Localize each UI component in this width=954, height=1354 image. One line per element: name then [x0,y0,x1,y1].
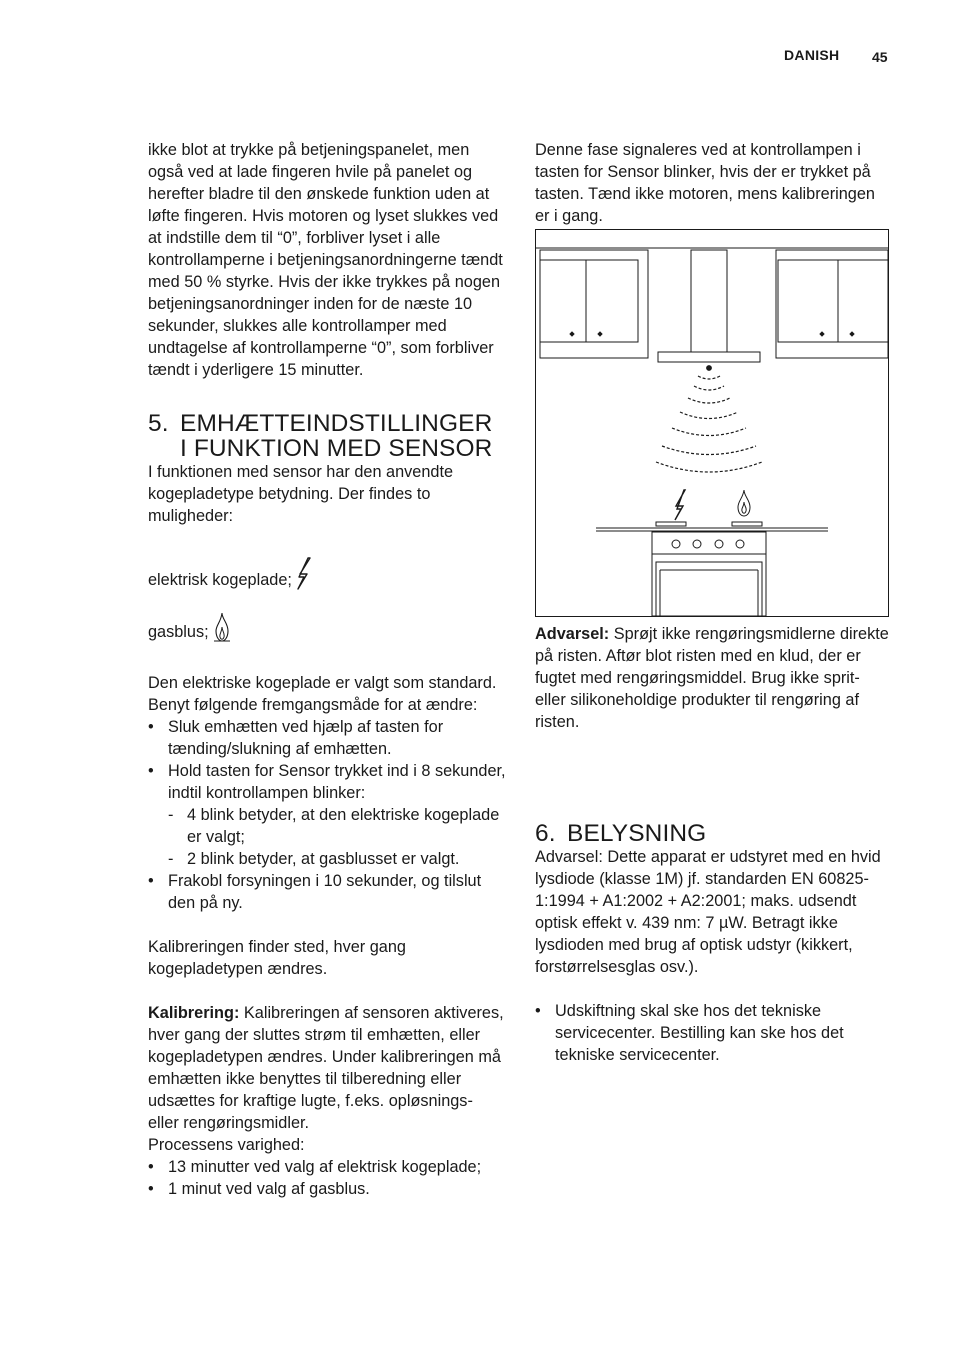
phase-text: Denne fase signaleres ved at kontrollampen i tasten for Sensor blinker, hvis der er trykket på tasten. Tænd ikke motoren, mens kalibreringen er i gang. [535,141,875,225]
warning-label: Advarsel: [535,625,610,643]
section-6-heading [535,821,891,846]
option-gas [148,611,508,643]
duration-electric: • 13 minutter ved valg af elektrisk kogeplade; [148,1156,508,1178]
duration-gas: • 1 minut ved valg af gasblus. [148,1178,508,1200]
calibration-note: Kalibreringen finder sted, hver gang kogepladetypen ændres. [148,938,406,978]
page-number: 45 [872,49,888,65]
section-5-heading [148,411,508,461]
kitchen-hood-illustration [535,229,889,617]
steps-list [148,716,508,914]
section-5-intro: I funktionen med sensor har den anvendte kogepladetype betydning. Der findes to muligheder: [148,463,454,525]
header-language: DANISH [784,47,840,63]
option-electric-label: elektrisk kogeplade; [148,571,292,589]
flame-icon [212,611,232,643]
section-6-bullets [535,1000,891,1066]
duration-label: Processens varighed: [148,1136,305,1154]
standard-text: Den elektriske kogeplade er valgt som standard. Benyt følgende fremgangsmåde for at ændre: [148,674,497,714]
kitchen-illustration-svg [536,230,888,616]
intro-paragraph: ikke blot at trykke på betjeningspanelet, men også ved at lade fingeren hvile på panelet og herefter bladre til den ønskede funktion uden at løfte fingeren. Hvis motoren og lyset slukkes ved at indstille dem til “0”, forbliver lyset i alle kontrollamperne i betjeningsanordningerne tændt med 50 % styrke. Hvis der ikke trykkes på nogen betjeningsanordninger inden for de næste 10 sekunder, slukkes alle kontrollamper med undtagelse af kontrollamperne “0”, som forbliver tændt i yderligere 15 minutter. [148,141,503,379]
section-6-number: 6. [535,820,556,847]
warning-paragraph [535,623,891,733]
substep-1: - 4 blink betyder, at den elektriske kogeplade er valgt; [168,804,508,848]
step-3: • Frakobl forsyningen i 10 sekunder, og tilslut den på ny. [148,870,508,914]
right-column [535,139,891,1066]
section-6-text: Advarsel: Dette apparat er udstyret med en hvid lysdiode (klasse 1M) jf. standarden EN 60825-1:1994 + A1:2002 + A2:2001; maks. udsendt optisk effekt v. 439 nm: 7 µW. Betragt ikke lysdioden med brug af optisk udstyr (kikkert, forstørrelsesglas osv.). [535,848,881,976]
left-column [148,139,508,1200]
substep-2: - 2 blink betyder, at gasblusset er valgt. [168,848,508,870]
option-gas-label: gasblus; [148,623,209,641]
step-2-text: Hold tasten for Sensor trykket ind i 8 sekunder, indtil kontrollampen blinker: [168,762,506,802]
warning-text: Sprøjt ikke rengøringsmidlerne direkte på risten. Aftør blot risten med en klud, der er fugtet med rengøringsmiddel. Brug ikke sprit- eller silikoneholdige produkter til rengøring af risten. [535,625,889,731]
step-1: • Sluk emhætten ved hjælp af tasten for tænding/slukning af emhætten. [148,716,508,760]
section-6-bullet-1: • Udskiftning skal ske hos det tekniske servicecenter. Bestilling kan ske hos det tekniske servicecenter. [535,1000,891,1066]
section-5-title-line1: EMHÆTTEINDSTILLINGER [180,410,493,437]
section-5-title-line2: I FUNKTION MED SENSOR [180,435,493,462]
calibration-text: Kalibreringen af sensoren aktiveres, hver gang der sluttes strøm til emhætten, eller kogepladetypen ændres. Under kalibreringen må emhætten ikke benyttes til tilberedning eller udsættes for kraftige lugte, f.eks. opløsnings- eller rengøringsmidler. [148,1004,504,1132]
substeps-list [168,804,508,870]
calibration-paragraph [148,1002,508,1134]
calibration-label: Kalibrering: [148,1004,240,1022]
durations-list [148,1156,508,1200]
option-electric [148,557,508,591]
lightning-icon [295,557,315,591]
section-5-number: 5. [148,410,169,437]
section-6-title: BELYSNING [567,820,707,847]
step-2 [148,760,508,870]
